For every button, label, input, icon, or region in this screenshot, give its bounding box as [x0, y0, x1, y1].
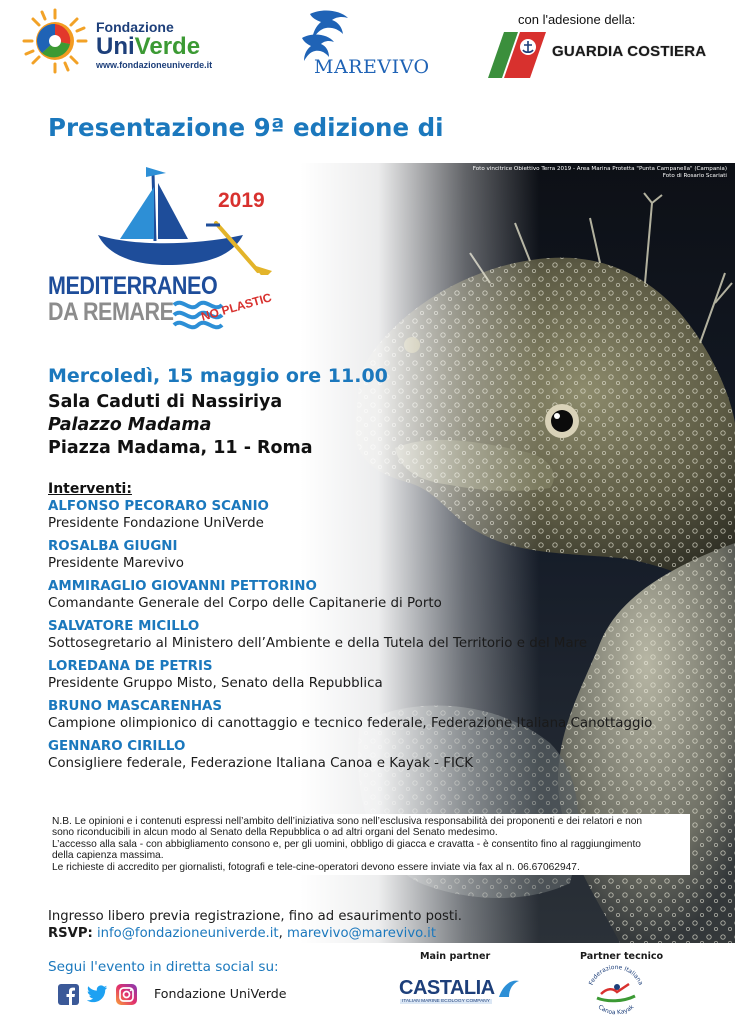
- speaker-role: Sottosegretario al Ministero dell’Ambiente e della Tutela del Territorio e del Mare: [48, 636, 588, 651]
- note-line: N.B. Le opinioni e i contenuti espressi nell’ambito dell’iniziativa sono nell’esclusiva responsabilità dei proponenti e dei relatori e non: [52, 816, 643, 827]
- twitter-icon[interactable]: [87, 984, 108, 1005]
- univerde-name-verde: Verde: [134, 33, 201, 60]
- photo-caption-line1: Foto vincitrice Obiettivo Terra 2019 - Area Marina Protetta "Punta Campanella" (Campania): [472, 166, 727, 172]
- fick-logo[interactable]: [583, 964, 649, 1020]
- logo-mediterraneo: MEDITERRANEO: [48, 272, 218, 300]
- speaker-item: [48, 578, 708, 612]
- disclaimer-note: [48, 814, 690, 875]
- castalia-name: CASTALIA: [399, 977, 495, 999]
- marevivo-name: MAREVIVO: [314, 56, 430, 78]
- logo-no-plastic: NO PLASTIC: [199, 290, 274, 324]
- mediterraneo-da-remare-logo: [48, 165, 298, 345]
- svg-text:Federazione Italiana: [588, 964, 644, 987]
- speakers-list: [48, 481, 708, 778]
- note-line: L’accesso alla sala - con abbigliamento consono e, per gli uomini, obbligo di giacca e cravatta - è consentito fino al raggiungimento: [52, 838, 641, 850]
- adesione-label: con l'adesione della:: [518, 12, 636, 27]
- speaker-role: Consigliere federale, Federazione Italiana Canoa e Kayak - FICK: [48, 756, 474, 771]
- note-line: Le richieste di accredito per giornalisti, fotografi e tele-cine-operatori devono essere inviate via fax al n. 06.67062947.: [52, 861, 580, 873]
- fick-kayak-icon: [583, 964, 649, 1020]
- event-address: Piazza Madama, 11 - Roma: [48, 438, 313, 458]
- page-title: Presentazione 9ª edizione di: [48, 113, 444, 142]
- sailboat-icon: [48, 165, 298, 275]
- fick-name-top: Federazione Italiana: [587, 964, 645, 987]
- speaker-role: Campione olimpionico di canottaggio e tecnico federale, Federazione Italiana Canottaggio: [48, 716, 653, 731]
- speaker-name: BRUNO MASCARENHAS: [48, 699, 223, 714]
- speaker-role: Presidente Gruppo Misto, Senato della Repubblica: [48, 676, 383, 691]
- speaker-name: LOREDANA DE PETRIS: [48, 659, 213, 674]
- facebook-icon[interactable]: [58, 984, 79, 1005]
- event-date-time: Mercoledì, 15 maggio ore 11.00: [48, 365, 388, 387]
- email-link-marevivo[interactable]: marevivo@marevivo.it: [287, 926, 437, 941]
- marevivo-logo[interactable]: [292, 8, 442, 78]
- guardia-costiera-logo[interactable]: [488, 10, 728, 80]
- univerde-name-uni: Uni: [96, 33, 135, 60]
- speaker-role: Presidente Fondazione UniVerde: [48, 516, 264, 531]
- castalia-wave-icon: [497, 977, 521, 999]
- technical-partner-label: Partner tecnico: [580, 951, 664, 962]
- rsvp-label: RSVP:: [48, 926, 93, 941]
- speaker-name: ALFONSO PECORARO SCANIO: [48, 499, 269, 514]
- speaker-role: Presidente Marevivo: [48, 556, 184, 571]
- speaker-item: [48, 538, 708, 572]
- castalia-logo[interactable]: [397, 975, 522, 1010]
- main-partner-label: Main partner: [420, 951, 491, 962]
- univerde-pre: Fondazione: [96, 19, 174, 35]
- speaker-name: SALVATORE MICILLO: [48, 619, 200, 634]
- speaker-name: AMMIRAGLIO GIOVANNI PETTORINO: [48, 579, 317, 594]
- photo-caption-line2: Foto di Rosario Scariati: [662, 173, 727, 179]
- speaker-item: [48, 498, 708, 532]
- univerde-url[interactable]: www.fondazioneuniverde.it: [96, 60, 213, 70]
- logo-year: 2019: [218, 189, 265, 212]
- rsvp-separator: ,: [278, 926, 283, 941]
- guardia-costiera-name: GUARDIA COSTIERA: [552, 43, 707, 60]
- social-account-name[interactable]: Fondazione UniVerde: [154, 986, 287, 1001]
- speaker-role: Comandante Generale del Corpo delle Capitanerie di Porto: [48, 596, 442, 611]
- note-line: sono riconducibili in alcun modo al Senato della Repubblica o ad altri organi del Senato medesimo.: [52, 827, 498, 839]
- fick-name-bottom: Canoa Kayak: [596, 1003, 636, 1017]
- sun-logo-icon: [22, 8, 88, 74]
- photo-caption: [473, 166, 727, 180]
- logo-da-remare: DA REMARE: [48, 298, 174, 326]
- speaker-name: ROSALBA GIUGNI: [48, 539, 178, 554]
- univerde-logo[interactable]: [22, 8, 242, 78]
- event-room: Sala Caduti di Nassiriya: [48, 392, 283, 412]
- email-link-univerde[interactable]: info@fondazioneuniverde.it: [97, 926, 279, 941]
- speaker-item: [48, 618, 708, 652]
- free-entry-text: Ingresso libero previa registrazione, fino ad esaurimento posti.: [48, 909, 462, 924]
- event-location: [48, 391, 313, 460]
- speaker-name: GENNARO CIRILLO: [48, 739, 186, 754]
- speaker-item: [48, 698, 708, 732]
- castalia-subtitle: ITALIAN MARINE ECOLOGY COMPANY: [402, 999, 490, 1004]
- social-icons: [58, 983, 137, 1005]
- speaker-item: [48, 658, 708, 692]
- speaker-item: [48, 738, 708, 772]
- svg-text:Canoa Kayak: [597, 1003, 636, 1016]
- note-line: della capienza massima.: [52, 850, 164, 862]
- instagram-icon[interactable]: [116, 984, 137, 1005]
- rsvp-line: [48, 926, 436, 941]
- header: [0, 0, 735, 100]
- univerde-name: [96, 35, 212, 59]
- univerde-wordmark: [96, 20, 212, 71]
- coast-guard-stripes-icon: [488, 30, 550, 80]
- speakers-heading: Interventi:: [48, 481, 132, 497]
- social-heading: Segui l'evento in diretta social su:: [48, 959, 279, 975]
- event-venue: Palazzo Madama: [48, 415, 212, 435]
